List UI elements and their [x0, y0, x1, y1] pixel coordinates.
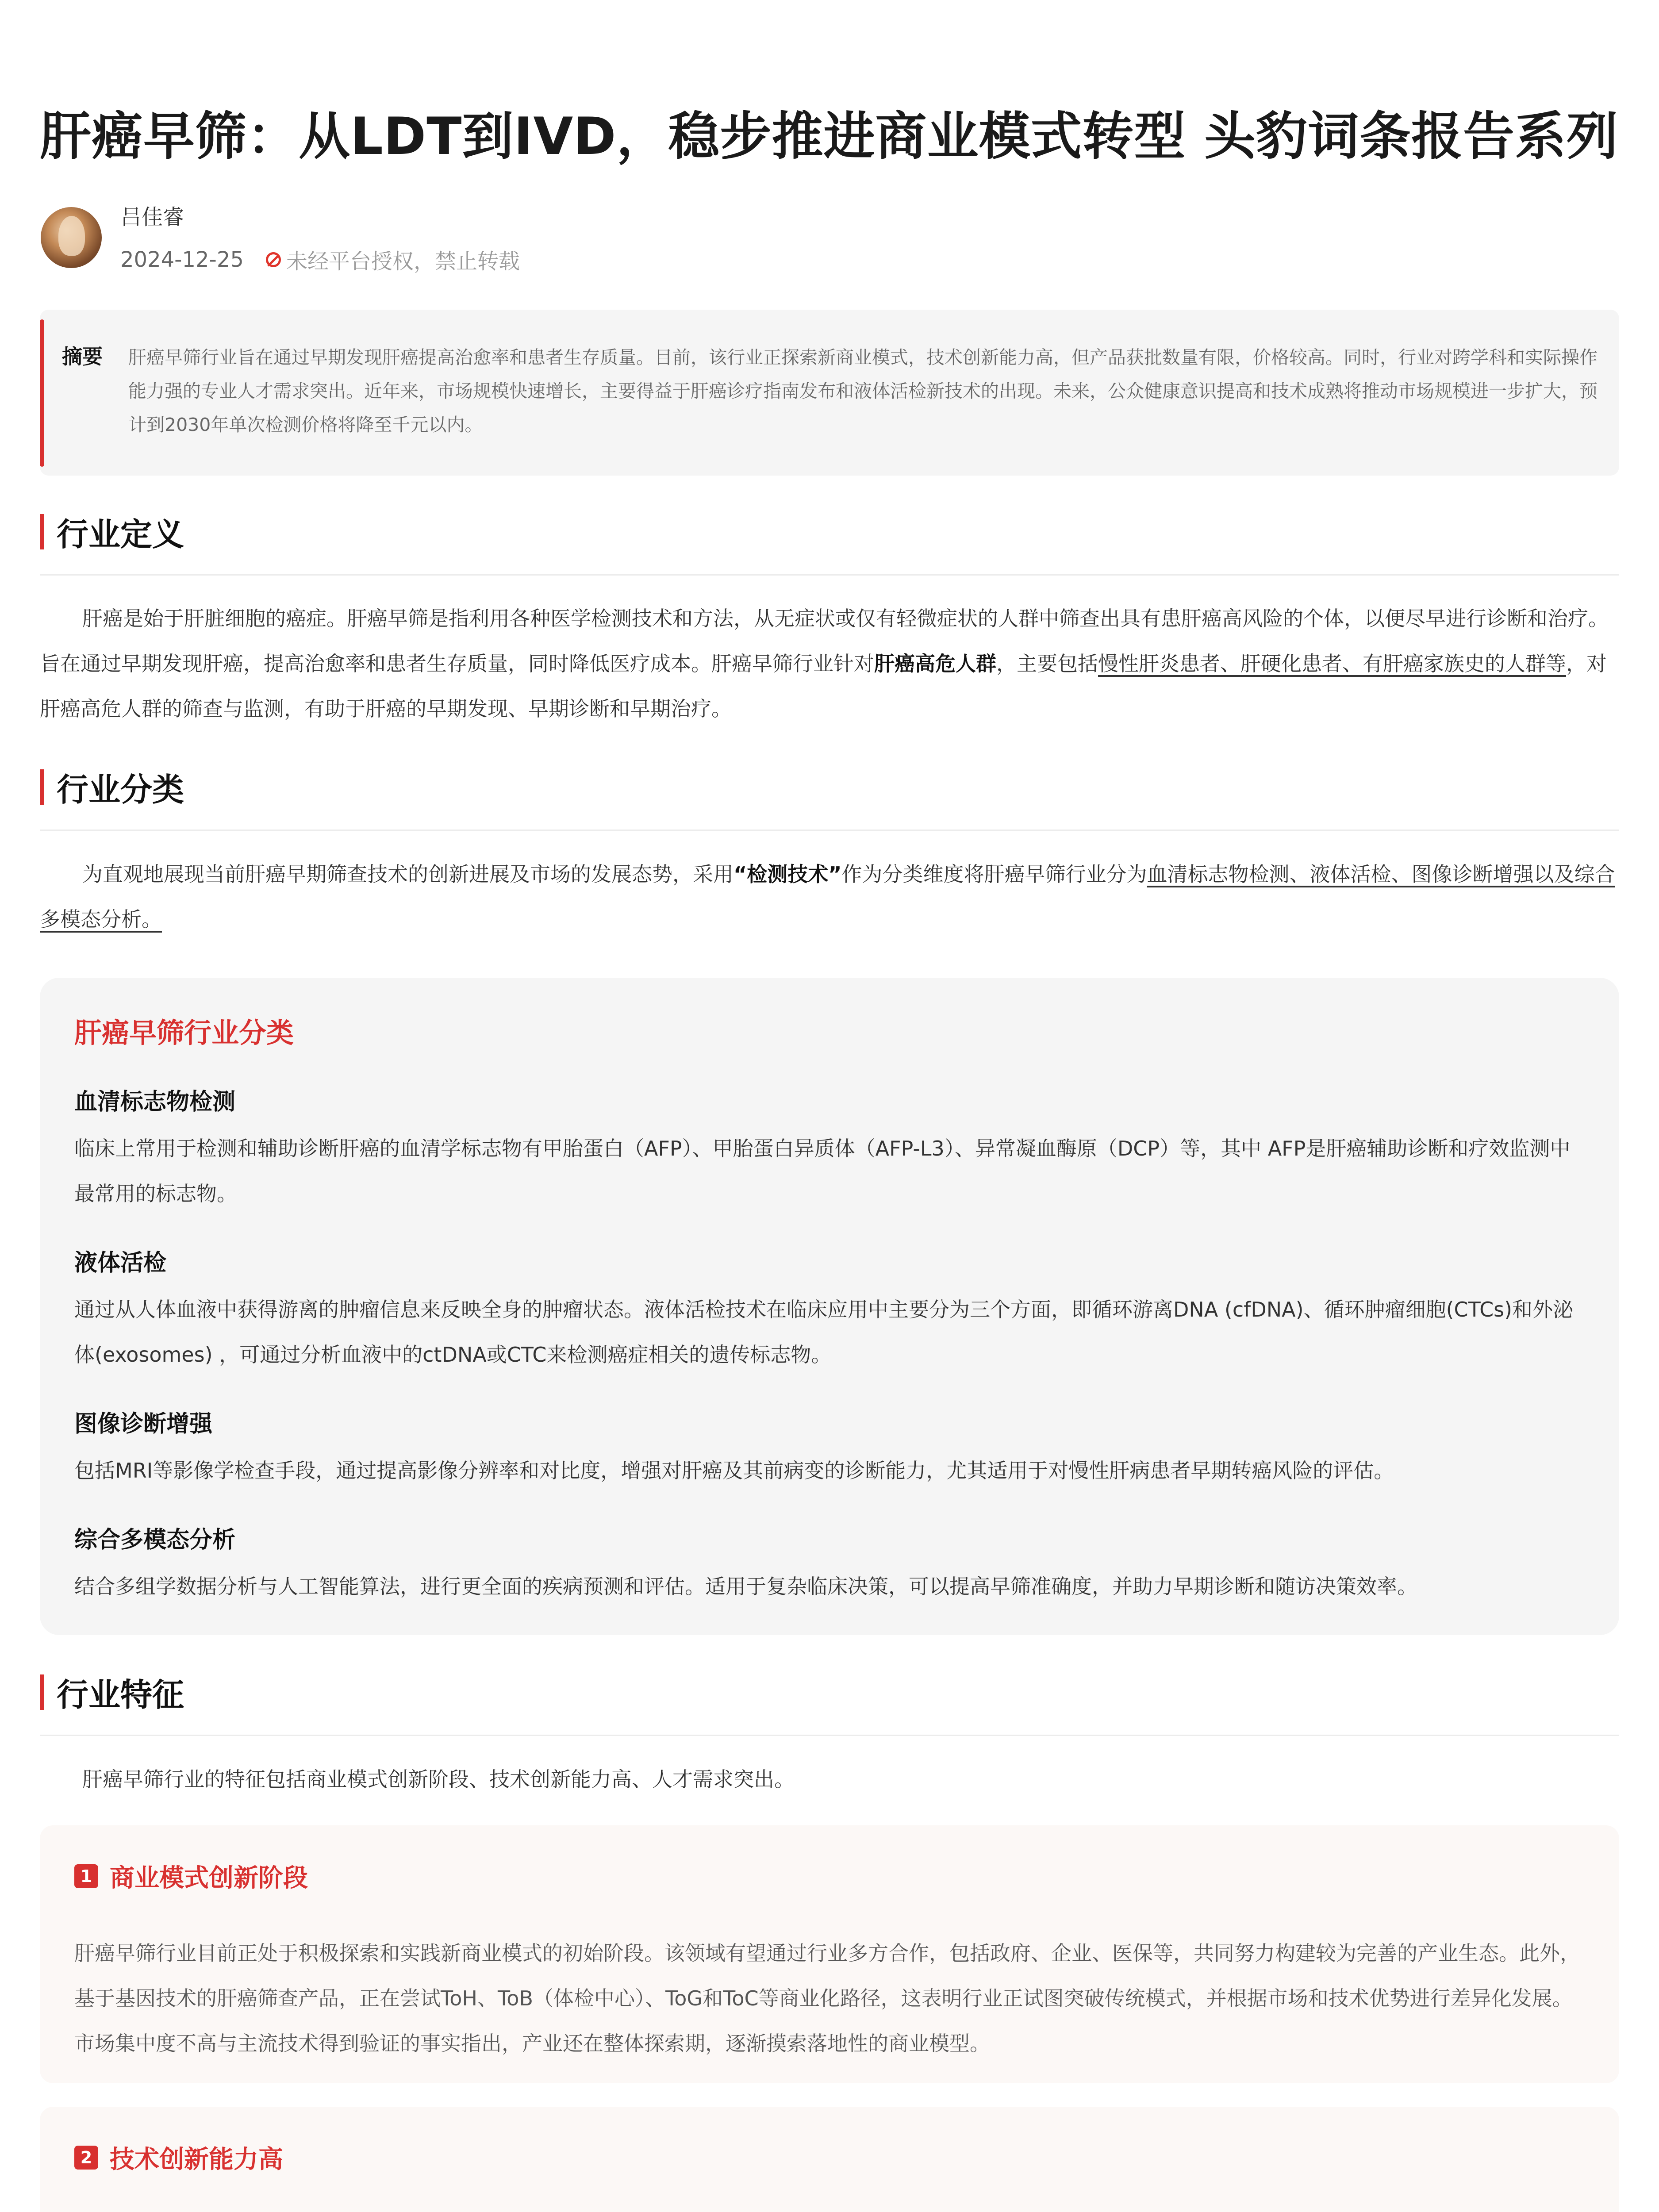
classification-text-1: 为直观地展现当前肝癌早期筛查技术的创新进展及市场的发展态势，采用 — [82, 862, 733, 886]
classification-text-2: 作为分类维度将肝癌早筛行业分为 — [841, 862, 1147, 886]
summary-accent-bar — [40, 319, 44, 467]
heading-text: 行业特征 — [57, 1676, 184, 1713]
article-title: 肝癌早筛：从LDT到IVD，稳步推进商业模式转型 头豹词条报告系列 — [40, 107, 1618, 166]
heading-mark — [40, 769, 44, 805]
feature-heading — [74, 2140, 283, 2175]
section-heading-features — [40, 1669, 184, 1715]
author-name[interactable]: 吕佳睿 — [120, 205, 184, 230]
section-divider — [40, 830, 1619, 831]
summary-box — [40, 310, 1619, 476]
feature-text: 肝癌早筛行业目前正处于积极探索和实践新商业模式的初始阶段。该领域有望通过行业多方合作，包括政府、企业、医保等，共同努力构建较为完善的产业生态。此外，基于基因技术的肝癌筛查产品，正在尝试ToH、ToB（体检中心）、ToG和ToC等商业化路径，这表明行业正试图突破传统模式，并根据市场和技术优势进行差异化发展。市场集中度不高与主流技术得到验证的事实指出，产业还在整体探索期，逐渐摸索落地性的商业模型。 — [74, 1941, 1580, 2055]
heading-mark — [40, 1674, 44, 1710]
feature-number-badge: 2 — [74, 2146, 98, 2170]
category-desc: 包括MRI等影像学检查手段，通过提高影像分辨率和对比度，增强对肝癌及其前病变的诊断能力，尤其适用于对慢性肝病患者早期转癌风险的评估。 — [74, 1459, 1394, 1482]
heading-text: 行业分类 — [57, 771, 184, 808]
section-divider — [40, 1735, 1619, 1736]
category-item — [74, 1083, 1587, 1216]
category-name: 综合多模态分析 — [74, 1527, 236, 1553]
category-item — [74, 1244, 1587, 1377]
heading-text: 行业定义 — [57, 516, 184, 553]
definition-text-2: ，主要包括 — [996, 652, 1098, 676]
feature-title: 技术创新能力高 — [110, 2145, 283, 2174]
definition-text-1: 肝癌是始于肝脏细胞的癌症。肝癌早筛是指利用各种医学检测技术和方法，从无症状或仅有轻微症状的人群中筛查出具有患肝癌高风险的个体，以便尽早进行诊断和治疗。旨在通过早期发现肝癌，提高治愈率和患者生存质量，同时降低医疗成本。肝癌早筛行业针对 — [40, 607, 1609, 676]
category-desc: 结合多组学数据分析与人工智能算法，进行更全面的疾病预测和评估。适用于复杂临床决策，可以提高早筛准确度，并助力早期诊断和随访决策效率。 — [74, 1575, 1417, 1598]
category-item — [74, 1521, 1587, 1609]
category-desc: 临床上常用于检测和辅助诊断肝癌的血清学标志物有甲胎蛋白（AFP）、甲胎蛋白异质体（AFP-L3）、异常凝血酶原（DCP）等，其中 AFP是肝癌辅助诊断和疗效监测中最常用的标志物。 — [74, 1137, 1571, 1206]
features-intro: 肝癌早筛行业的特征包括商业模式创新阶段、技术创新能力高、人才需求突出。 — [82, 1767, 795, 1791]
definition-paragraph — [40, 596, 1619, 731]
category-name: 血清标志物检测 — [74, 1089, 236, 1115]
feature-card — [40, 1825, 1619, 2083]
category-item — [74, 1405, 1587, 1493]
copyright-text: 未经平台授权，禁止转载 — [286, 249, 520, 274]
heading-mark — [40, 514, 44, 549]
category-desc: 通过从人体血液中获得游离的肿瘤信息来反映全身的肿瘤状态。液体活检技术在临床应用中主要分为三个方面，即循环游离DNA (cfDNA)、循环肿瘤细胞(CTCs)和外泌体(exosomes) ，可通过分析血液中的ctDNA或CTC来检测癌症相关的遗传标志物。 — [74, 1298, 1574, 1367]
definition-highlight: 肝癌高危人群 — [874, 652, 996, 676]
section-heading-definition — [40, 509, 184, 555]
summary-label: 摘要 — [62, 345, 103, 369]
feature-card — [40, 2107, 1619, 2212]
classification-highlight: “检测技术” — [733, 862, 842, 886]
feature-title: 商业模式创新阶段 — [110, 1864, 308, 1893]
classification-underline: 血清标志物检测、液体活检、图像诊断增强以及综合多模态分析。 — [40, 862, 1615, 931]
section-divider — [40, 574, 1619, 576]
definition-text-3: ，对肝癌高危人群的筛查与监测，有助于肝癌的早期发现、早期诊断和早期治疗。 — [40, 652, 1607, 721]
category-name: 液体活检 — [74, 1250, 167, 1276]
copyright-notice — [266, 244, 520, 275]
summary-text: 肝癌早筛行业旨在通过早期发现肝癌提高治愈率和患者生存质量。目前，该行业正探索新商业模式，技术创新能力高，但产品获批数量有限，价格较高。同时，行业对跨学科和实际操作能力强的专业人才需求突出。近年来，市场规模快速增长，主要得益于肝癌诊疗指南发布和液体活检新技术的出现。未来，公众健康意识提高和技术成熟将推动市场规模进一步扩大，预计到2030年单次检测价格将降至千元以内。 — [128, 347, 1598, 435]
section-heading-classification — [40, 764, 184, 810]
article-meta — [120, 244, 520, 275]
classification-paragraph — [40, 852, 1619, 942]
ban-icon — [266, 252, 281, 267]
feature-heading — [74, 1859, 308, 1894]
publish-date: 2024-12-25 — [120, 247, 244, 272]
definition-underline: 慢性肝炎患者、肝硬化患者、有肝癌家族史的人群等 — [1098, 652, 1566, 676]
feature-number-badge: 1 — [74, 1864, 98, 1888]
classification-card — [40, 978, 1619, 1635]
category-name: 图像诊断增强 — [74, 1411, 213, 1437]
classification-card-title: 肝癌早筛行业分类 — [74, 1017, 294, 1049]
author-avatar[interactable] — [41, 207, 102, 268]
